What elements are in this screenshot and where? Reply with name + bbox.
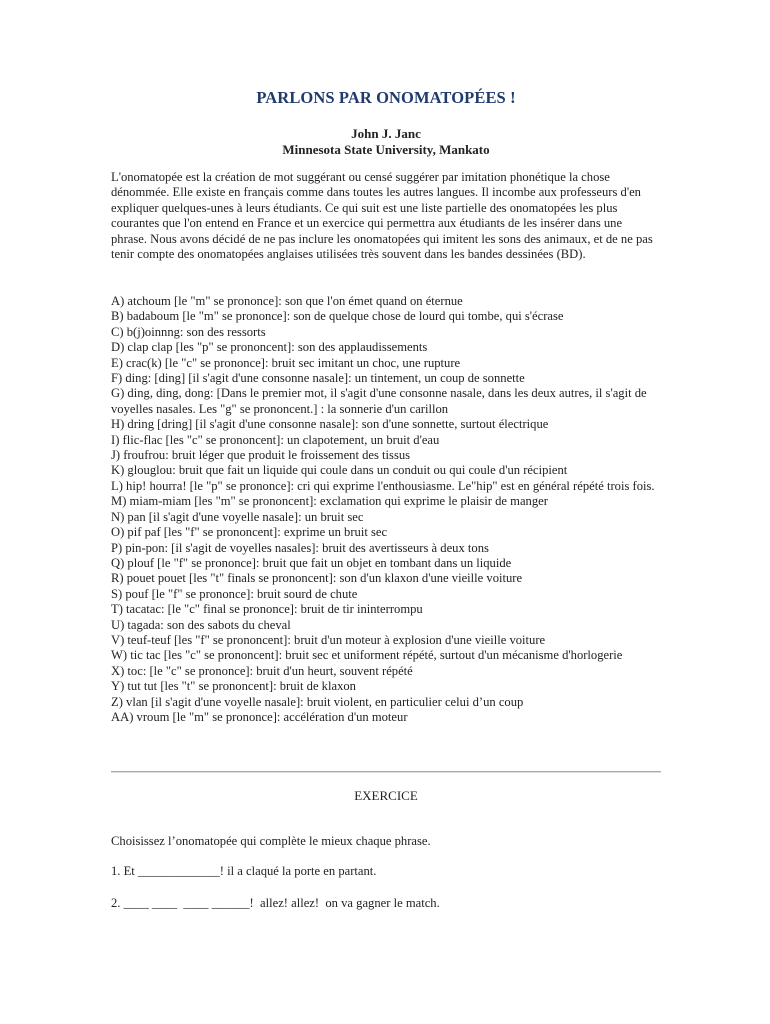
list-item: J) froufrou: bruit léger que produit le froissement des tissus bbox=[111, 448, 411, 463]
list-item: I) flic-flac [les "c" se prononcent]: un clapotement, un bruit d'eau bbox=[111, 432, 440, 447]
list-item: X) toc: [le "c" se prononce]: bruit d'un heurt, souvent répété bbox=[111, 663, 413, 678]
list-item: P) pin-pon: [il s'agit de voyelles nasales]: bruit des avertisseurs à deux tons bbox=[111, 540, 489, 555]
author-name: John J. Janc bbox=[351, 126, 421, 141]
list-item: R) pouet pouet [les "t" finals se prononcent]: son d'un klaxon d'une vieille voiture bbox=[111, 571, 523, 586]
list-item: C) b(j)oinnng: son des ressorts bbox=[111, 324, 266, 339]
exercise-question: 1. Et _____________! il a claqué la porte en partant. bbox=[111, 864, 377, 878]
list-item: K) glouglou: bruit que fait un liquide qui coule dans un conduit ou qui coule d'un récipient bbox=[111, 463, 568, 478]
intro-paragraph: L'onomatopée est la création de mot suggérant ou censé suggérer par imitation phonétique la chose dénommée. Elle existe en français comme dans toutes les autres langues. Il incombe aux professeurs d'en expliquer quelques-unes à leurs étudiants. Ce qui suit est une liste partielle des onomatopées les plus courantes que l'on entend en France et un exercice qui permettra aux étudiants de les insérer dans une phrase. Nous avons décidé de ne pas inclure les onomatopées qui imitent les sons des animaux, et de ne pas tenir compte des onomatopées anglaises utilisées très souvent dans les bandes dessinées (BD). bbox=[111, 170, 653, 262]
list-item: F) ding: [ding] [il s'agit d'une consonne nasale]: un tintement, un coup de sonnette bbox=[111, 371, 525, 386]
list-item: V) teuf-teuf [les "f" se prononcent]: bruit d'un moteur à explosion d'une vieille voiture bbox=[111, 632, 546, 647]
exercise-heading: EXERCICE bbox=[354, 788, 418, 803]
list-item: Y) tut tut [les "t" se prononcent]: bruit de klaxon bbox=[111, 679, 356, 694]
author-institution: Minnesota State University, Mankato bbox=[282, 142, 490, 157]
list-item: O) pif paf [les "f" se prononcent]: exprime un bruit sec bbox=[111, 525, 388, 540]
exercise-instruction: Choisissez l’onomatopée qui complète le mieux chaque phrase. bbox=[111, 834, 431, 848]
list-item: M) miam-miam [les "m" se prononcent]: exclamation qui exprime le plaisir de manger bbox=[111, 494, 548, 509]
list-item: E) crac(k) [le "c" se prononce]: bruit sec imitant un choc, une rupture bbox=[111, 355, 461, 370]
list-item: AA) vroum [le "m" se prononce]: accélération d'un moteur bbox=[111, 709, 408, 724]
list-item: A) atchoum [le "m" se prononce]: son que l'on émet quand on éternue bbox=[111, 294, 463, 308]
section-divider bbox=[111, 771, 661, 773]
onomatopoeia-list bbox=[111, 294, 661, 725]
list-item: Q) plouf [le "f" se prononce]: bruit que fait un objet en tombant dans un liquide bbox=[111, 555, 512, 570]
document-title: PARLONS PAR ONOMATOPÉES ! bbox=[256, 88, 516, 107]
list-item: Z) vlan [il s'agit d'une voyelle nasale]: bruit violent, en particulier celui d’un coup bbox=[111, 694, 524, 709]
list-item: T) tacatac: [le "c" final se prononce]: bruit de tir ininterrompu bbox=[111, 602, 423, 617]
list-item: W) tic tac [les "c" se prononcent]: bruit sec et uniforment répété, surtout d'un mécanisme d'horlogerie bbox=[111, 648, 623, 663]
list-item: L) hip! hourra! [le "p" se prononce]: cri qui exprime l'enthousiasme. Le"hip" est en général répété trois fois. bbox=[111, 478, 655, 493]
list-item: S) pouf [le "f" se prononce]: bruit sourd de chute bbox=[111, 586, 358, 601]
list-item: B) badaboum [le "m" se prononce]: son de quelque chose de lourd qui tombe, qui s'écrase bbox=[111, 309, 564, 324]
list-item: D) clap clap [les "p" se prononcent]: son des applaudissements bbox=[111, 340, 428, 355]
exercise-question: 2. ____ ____ ____ ______! allez! allez! on va gagner le match. bbox=[111, 896, 440, 910]
author-block bbox=[111, 126, 661, 158]
list-item: G) ding, ding, dong: [Dans le premier mot, il s'agit d'une consonne nasale, dans les deux autres, il s'agit de voyelles nasales. Les "g" se prononcent.] : la sonnerie d'un carillon bbox=[111, 386, 647, 416]
list-item: H) dring [dring] [il s'agit d'une consonne nasale]: son d'une sonnette, surtout électrique bbox=[111, 417, 549, 432]
list-item: N) pan [il s'agit d'une voyelle nasale]: un bruit sec bbox=[111, 509, 364, 524]
list-item: U) tagada: son des sabots du cheval bbox=[111, 617, 291, 632]
